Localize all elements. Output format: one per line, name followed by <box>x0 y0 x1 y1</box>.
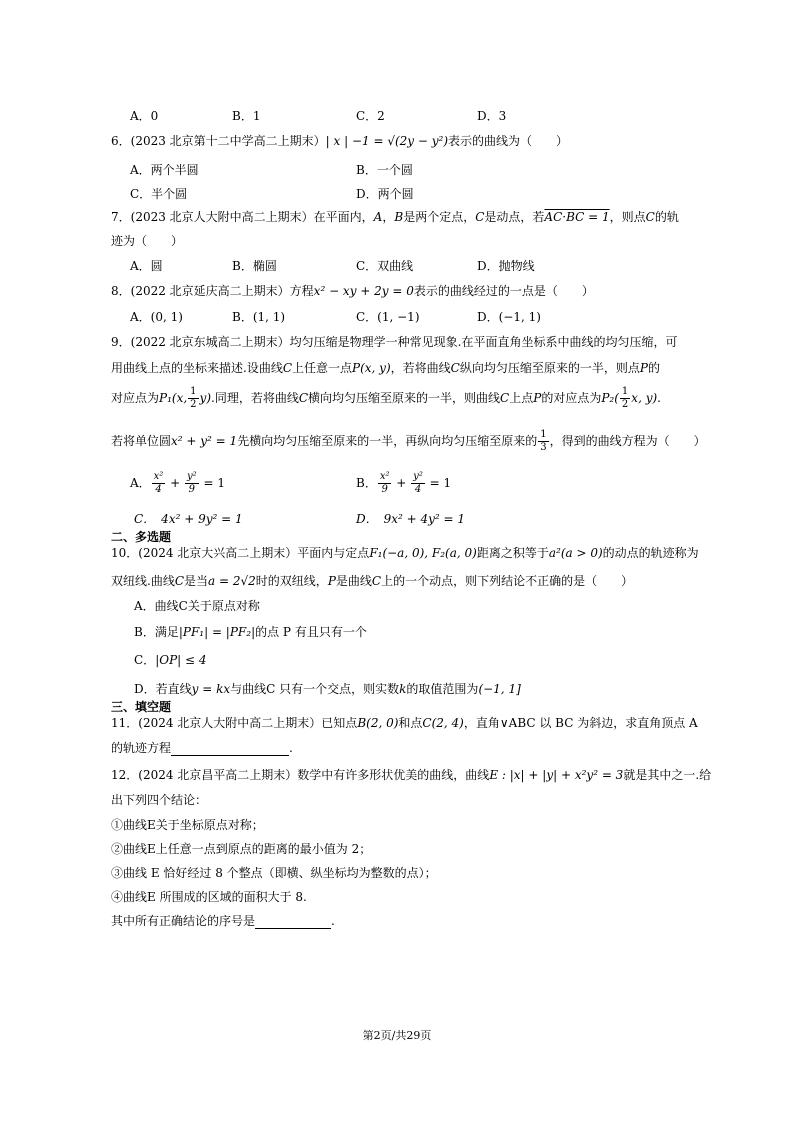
q10-text: 是曲线 <box>335 574 372 588</box>
q9-text: ，若将曲线 <box>390 361 451 375</box>
q9-text: 若将单位圆 <box>111 434 172 448</box>
q7-option-a: A．圆 <box>130 259 163 273</box>
q10-option-c <box>134 652 207 668</box>
q8-option-b: B．(1, 1) <box>232 310 286 324</box>
q8-prefix: 8．(2022 北京延庆高二上期末）方程 <box>111 284 314 298</box>
q7-point-c: C <box>475 210 485 224</box>
fraction <box>152 471 166 496</box>
q12-text: 就是其中之一.给 <box>623 768 712 782</box>
q9-stem-line1: 9．(2022 北京东城高二上期末）均匀压缩是物理学一种常见现象.在平面直角坐标系中曲线的均匀压缩，可 <box>111 335 678 349</box>
q12-text: 其中所有正确结论的序号是 <box>111 914 256 928</box>
q9-option-b: B． $\frac{\text{x²}}{9}$ + $\frac{\text{y²}}{4}$ = 1 <box>356 471 452 495</box>
option-text: 与曲线C 只有一个交点，则实数 <box>230 682 400 696</box>
q7-vector-expression: AC·BC = 1 <box>544 210 610 224</box>
fraction-numerator: y² <box>187 471 197 482</box>
q12-stem-line1 <box>111 767 711 783</box>
q8-expression: x² − xy + 2y = 0 <box>313 284 414 298</box>
q10-foci: F₁(−a, 0), F₂(a, 0) <box>369 546 477 560</box>
fraction-numerator: y² <box>413 471 423 482</box>
q9-text: 用曲线上点的坐标来描述.设曲线 <box>111 361 283 375</box>
q7-prefix: 7．(2023 北京人大附中高二上期末）在平面内， <box>111 210 374 224</box>
option-expression: y = kx <box>191 682 231 696</box>
q8-stem <box>111 283 594 299</box>
q10-a-value: a = 2√2 <box>208 574 256 588</box>
fraction-denominator: 2 <box>190 399 197 410</box>
q12-text: 12．(2024 北京昌平高二上期末）数学中有许多形状优美的曲线，曲线 <box>111 768 490 782</box>
q7-text: 是动点，若 <box>484 210 545 224</box>
q7-text: 的轨 <box>654 210 679 224</box>
option-expression: |OP| ≤ 4 <box>155 653 207 667</box>
q10-curve-c: C <box>174 574 185 588</box>
q10-constant: a²(a > 0) <box>548 546 603 560</box>
fraction-numerator: 1 <box>540 429 547 440</box>
option-text: B．满足 <box>134 625 179 639</box>
fraction-numerator: x² <box>153 471 164 482</box>
q9-point-p: P(x, y) <box>352 361 391 375</box>
q6-stem <box>111 133 568 149</box>
option-tail: = 1 <box>203 476 226 490</box>
q7-stem-line2: 迹为（ ） <box>111 234 184 248</box>
q5-option-a: A．0 <box>130 109 159 123</box>
q7-option-c: C．双曲线 <box>356 259 414 273</box>
q10-text: 双纽线.曲线 <box>111 574 175 588</box>
fraction <box>185 471 199 496</box>
q10-text: 上的一个动点，则下列结论不正确的是（ ） <box>381 574 634 588</box>
fraction-denominator: 9 <box>188 484 196 495</box>
fraction <box>411 471 425 496</box>
q9-text: 先横向均匀压缩至原来的一半，再纵向均匀压缩至原来的 <box>237 434 538 448</box>
q10-point-p: P <box>327 574 336 588</box>
q11-text: 和点 <box>398 716 423 730</box>
q6-option-b: B．一个圆 <box>356 163 413 177</box>
q8-option-d: D．(−1, 1) <box>477 310 541 324</box>
q9-text: 对应点为 <box>111 391 160 405</box>
q9-curve-c: C <box>298 391 309 405</box>
q9-point-p2: P₂( <box>601 391 619 405</box>
option-variable: k <box>399 682 407 696</box>
q12-stem-line2: 出下列四个结论： <box>111 793 208 807</box>
section-heading-fill-in: 三、填空题 <box>111 700 172 714</box>
q7-option-b: B．椭圆 <box>232 259 277 273</box>
option-text: 的点 P 有且只有一个 <box>255 625 367 639</box>
q11-point-c: C(2, 4) <box>422 716 464 730</box>
q7-text: ， <box>382 210 395 224</box>
q7-text: 是两个定点， <box>403 210 476 224</box>
q11-stem-line2 <box>111 740 293 756</box>
fraction-denominator: 4 <box>414 484 422 495</box>
q9-unit-circle: x² + y² = 1 <box>171 434 238 448</box>
q6-prefix: 6．(2023 北京第十二中学高二上期末） <box>111 134 326 148</box>
q10-option-a: A．曲线C关于原点对称 <box>134 599 260 613</box>
q7-option-d: D．抛物线 <box>477 259 535 273</box>
q10-text: 是当 <box>184 574 209 588</box>
q12-statement-4: ④曲线E 所围成的区域的面积大于 8. <box>111 890 307 904</box>
q12-statement-3: ③曲线 E 恰好经过 8 个整点（即横、纵坐标均为整数的点）； <box>111 866 437 880</box>
q9-fraction-half <box>620 386 630 411</box>
q9-text: .同理，若将曲线 <box>211 391 299 405</box>
q10-stem-line1 <box>111 545 699 561</box>
q9-text: ，得到的曲线方程为（ ） <box>549 434 706 448</box>
q11-text: . <box>289 741 293 755</box>
fraction-denominator: 4 <box>155 484 162 495</box>
q6-option-d: D．两个圆 <box>356 187 414 201</box>
q9-option-d: D． 9x² + 4y² = 1 <box>356 512 466 526</box>
q9-text: . <box>657 391 661 405</box>
q9-stem-line4 <box>111 428 706 454</box>
q9-point-p2: x, y) <box>631 391 658 405</box>
q9-stem-line3 <box>111 385 661 411</box>
q10-curve-c: C <box>371 574 382 588</box>
fraction-denominator: 3 <box>540 442 547 453</box>
q11-text: 11．(2024 北京人大附中高二上期末）已知点 <box>111 716 358 730</box>
q5-option-c: C．2 <box>356 109 385 123</box>
option-range: (−1, 1] <box>478 682 521 696</box>
option-expression: |PF₁| = |PF₂| <box>178 625 256 639</box>
q12-answer-line <box>111 913 335 929</box>
q6-option-a: A．两个半圆 <box>130 163 199 177</box>
q9-point-p1: P₁(x, <box>159 391 188 405</box>
q10-option-d <box>134 681 521 697</box>
fraction-numerator: x² <box>379 471 390 482</box>
fraction-denominator: 2 <box>621 399 629 410</box>
q9-text: 的 <box>647 361 660 375</box>
q8-option-c: C．(1, −1) <box>356 310 420 324</box>
q5-option-d: D．3 <box>477 109 507 123</box>
q7-text: ，则点 <box>609 210 646 224</box>
q9-curve-c: C <box>282 361 293 375</box>
q11-answer-blank[interactable] <box>171 743 289 756</box>
q7-point-b: B <box>394 210 404 224</box>
q9-option-c: C． 4x² + 9y² = 1 <box>134 512 243 526</box>
q10-option-b <box>134 624 367 640</box>
q9-text: 横向均匀压缩至原来的一半，则曲线 <box>308 391 501 405</box>
option-text: C． <box>134 653 156 667</box>
q10-stem-line2 <box>111 573 633 589</box>
option-label: B． <box>356 476 377 490</box>
q11-stem-line1 <box>111 715 698 731</box>
q12-curve-e: E : |x| + |y| + x²y² = 3 <box>489 768 624 782</box>
q12-text: . <box>331 914 335 928</box>
q9-text: 上任意一点 <box>292 361 353 375</box>
q10-text: 的动点的轨迹称为 <box>602 546 699 560</box>
q9-fraction-half <box>188 386 198 411</box>
q7-point-a: A <box>373 210 383 224</box>
q7-stem-line1 <box>111 209 679 225</box>
q12-statement-1: ①曲线E关于坐标原点对称； <box>111 818 264 832</box>
q6-option-c: C．半个圆 <box>130 187 188 201</box>
q12-statement-2: ②曲线E上任意一点到原点的距离的最小值为 2； <box>111 842 372 856</box>
option-label: A． <box>130 476 151 490</box>
q8-option-a: A．(0, 1) <box>130 310 183 324</box>
q11-text: ，直角∨ABC 以 BC 为斜边，求直角顶点 A <box>463 716 698 730</box>
fraction-denominator: 9 <box>381 484 388 495</box>
page-number-footer: 第2页/共29页 <box>362 1029 432 1042</box>
q9-text: 上点 <box>509 391 534 405</box>
q9-curve-c: C <box>450 361 460 375</box>
q10-text: 时的双纽线， <box>255 574 328 588</box>
q9-text: 纵向均匀压缩至原来的一半，则点 <box>459 361 640 375</box>
q6-suffix: 表示的曲线为（ ） <box>448 134 569 148</box>
q9-point-p1: y) <box>199 391 212 405</box>
q12-answer-blank[interactable] <box>255 916 331 929</box>
fraction-numerator: 1 <box>190 386 197 397</box>
option-text: 的取值范围为 <box>406 682 479 696</box>
q9-point-p: P <box>533 391 542 405</box>
fraction-numerator: 1 <box>621 386 629 397</box>
q9-stem-line2 <box>111 360 660 376</box>
q11-point-b: B(2, 0) <box>357 716 399 730</box>
section-heading-multiple-choice: 二、多选题 <box>111 530 172 544</box>
q10-text: 10．(2024 北京大兴高二上期末）平面内与定点 <box>111 546 370 560</box>
q6-expression: | x | −1 = √(2y − y²) <box>325 134 449 148</box>
q9-fraction-third <box>538 429 548 454</box>
q8-suffix: 表示的曲线经过的一点是（ ） <box>413 284 594 298</box>
q9-option-a: A． $\frac{\text{x²}}{4}$ + $\frac{\text{y²}}{9}$ = 1 <box>130 471 226 495</box>
q10-text: 距离之积等于 <box>476 546 549 560</box>
q9-curve-c: C <box>500 391 510 405</box>
q9-text: 的对应点为 <box>541 391 602 405</box>
q11-text: 的轨迹方程 <box>111 741 172 755</box>
fraction <box>378 471 392 496</box>
option-text: D．若直线 <box>134 682 192 696</box>
q9-point-p: P <box>639 361 648 375</box>
q7-point-c: C <box>645 210 655 224</box>
q5-option-b: B．1 <box>232 109 261 123</box>
option-tail: = 1 <box>429 476 452 490</box>
